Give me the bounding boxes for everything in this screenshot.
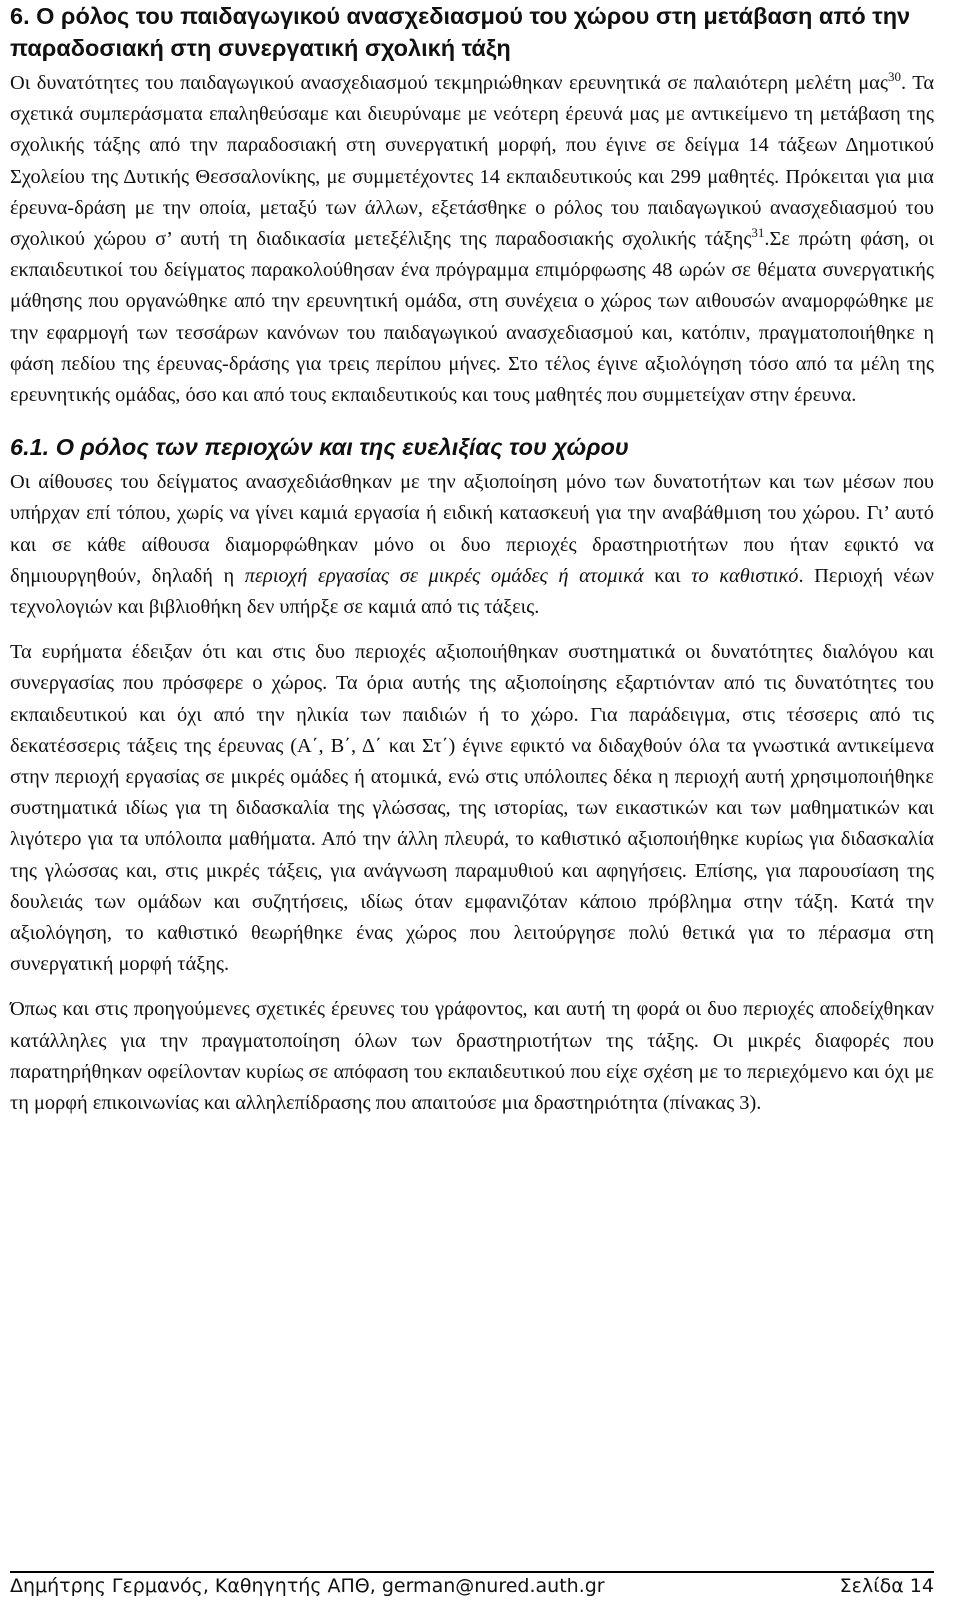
page-number: Σελίδα 14 bbox=[839, 1575, 934, 1597]
italic-term: περιοχή εργασίας σε μικρές ομάδες ή ατομικά bbox=[244, 564, 644, 587]
footer-author: Δημήτρης Γερμανός, Καθηγητής ΑΠΘ, german@nured.auth.gr bbox=[10, 1575, 605, 1597]
section-heading: 6. Ο ρόλος του παιδαγωγικού ανασχεδιασμού του χώρου στη μετάβαση από την παραδοσιακή στη συνεργατική σχολική τάξη bbox=[10, 3, 911, 61]
paragraph-text: . Τα σχετικά συμπεράσματα επαληθεύσαμε και διευρύναμε με νεότερη έρευνά μας με αντικείμενο τη μετάβαση της σχολικής τάξης από την παραδοσιακή στη συνεργατική μορφή, που έγινε σε δείγμα 14 τάξεων Δημοτικού Σχολείου της Δυτικής Θεσσαλονίκης, με συμμετέχοντες 14 εκπαιδευτικούς και 299 μαθητές. Πρόκειται για μια έρευνα-δράση με την οποία, μεταξύ των άλλων, εξετάσθηκε ο ρόλος του παιδαγωγικού ανασχεδιασμού του σχολικού χώρου σ’ αυτή τη διαδικασία μετεξέλιξης της παραδοσιακής σχολικής τάξης bbox=[10, 72, 934, 251]
page-footer bbox=[10, 1571, 934, 1597]
subsection-heading: 6.1. Ο ρόλος των περιοχών και της ευελιξίας του χώρου bbox=[10, 434, 629, 461]
paragraph-text: Οι αίθουσες του δείγματος ανασχεδιάσθηκαν με την αξιοποίηση μόνο των δυνατοτήτων και των μέσων που υπήρχαν επί τόπου, χωρίς να γίνει καμιά εργασία ή ειδική κατασκευή για την αναβάθμιση του χώρου. Γι’ αυτό και σε κάθε αίθουσα διαμορφώθηκαν μόνο οι δυο περιοχές δραστηριοτήτων που ήταν εφικτό να δημιουργηθούν, δηλαδή η bbox=[10, 471, 934, 587]
paragraph-intro bbox=[10, 68, 934, 411]
paragraph-areas bbox=[10, 467, 934, 623]
italic-term: το καθιστικό bbox=[691, 564, 799, 587]
footnote-ref-31[interactable]: 31 bbox=[751, 225, 765, 241]
paragraph-text: και bbox=[643, 564, 692, 587]
paragraph-conclusion: Όπως και στις προηγούμενες σχετικές έρευνες του γράφοντος, και αυτή τη φορά οι δυο περιοχές αποδείχθηκαν κατάλληλες για την πραγματοποίηση όλων των δραστηριοτήτων της τάξης. Οι μικρές διαφορές που παρατηρήθηκαν οφείλονταν κυρίως σε απόφαση του εκπαιδευτικού που είχε σχέση με το περιεχόμενο και όχι με τη μορφή επικοινωνίας και αλληλεπίδρασης που απαιτούσε μια δραστηριότητα (πίνακας 3). bbox=[10, 998, 934, 1115]
paragraph-text: .Σε πρώτη φάση, οι εκπαιδευτικοί του δείγματος παρακολούθησαν ένα πρόγραμμα επιμόρφωσης 48 ωρών σε θέματα συνεργατικής μάθησης που οργανώθηκε από την ερευνητική ομάδα, στη συνέχεια ο χώρος των αιθουσών αναμορφώθηκε με την εφαρμογή των τεσσάρων κανόνων του παιδαγωγικού ανασχεδιασμού και, κατόπιν, πραγματοποιήθηκε η φάση πεδίου της έρευνας-δράσης για τρεις περίπου μήνες. Στο τέλος έγινε αξιολόγηση τόσο από τα μέλη της ερευνητικής ομάδας, όσο και από τους εκπαιδευτικούς και τους μαθητές που συμμετείχαν στην έρευνα. bbox=[10, 228, 934, 407]
paragraph-findings: Τα ευρήματα έδειξαν ότι και στις δυο περιοχές αξιοποιήθηκαν συστηματικά οι δυνατότητες διαλόγου και συνεργασίας που πρόσφερε ο χώρος. Τα όρια αυτής της αξιοποίησης εξαρτιόνταν από τις δυνατότητες του εκπαιδευτικού και όχι από την ηλικία των παιδιών ή το χώρο. Για παράδειγμα, στις τέσσερις από τις δεκατέσσερις τάξεις της έρευνας (Α΄, Β΄, Δ΄ και Στ΄) έγινε εφικτό να διδαχθούν όλα τα γνωστικά αντικείμενα στην περιοχή εργασίας σε μικρές ομάδες ή ατομικά, ενώ στις υπόλοιπες δέκα η περιοχή αυτή χρησιμοποιήθηκε συστηματικά ιδίως για τη διδασκαλία της γλώσσας, της ιστορίας, των εικαστικών και των μαθηματικών και λιγότερο για τα υπόλοιπα μαθήματα. Από την άλλη πλευρά, το καθιστικό αξιοποιήθηκε κυρίως για διδασκαλία της γλώσσας και, στις μικρές τάξεις, για ανάγνωση παραμυθιού και αφηγήσεις. Επίσης, για παρουσίαση της δουλειάς των ομάδων και συζητήσεις, ιδίως όταν εμφανιζόταν κάποιο πρόβλημα στην τάξη. Κατά την αξιολόγηση, το καθιστικό θεωρήθηκε ένας χώρος που λειτούργησε πολύ θετικά για το πέρασμα στη συνεργατική μορφή τάξης. bbox=[10, 641, 934, 976]
footnote-ref-30[interactable]: 30 bbox=[887, 69, 901, 85]
paragraph-text: . Περιοχή νέων τεχνολογιών και βιβλιοθήκη δεν υπήρξε σε καμιά από τις τάξεις. bbox=[10, 564, 935, 619]
paragraph-text: Οι δυνατότητες του παιδαγωγικού ανασχεδιασμού τεκμηριώθηκαν ερευνητικά σε παλαιότερη μελέτη μας bbox=[10, 72, 888, 94]
